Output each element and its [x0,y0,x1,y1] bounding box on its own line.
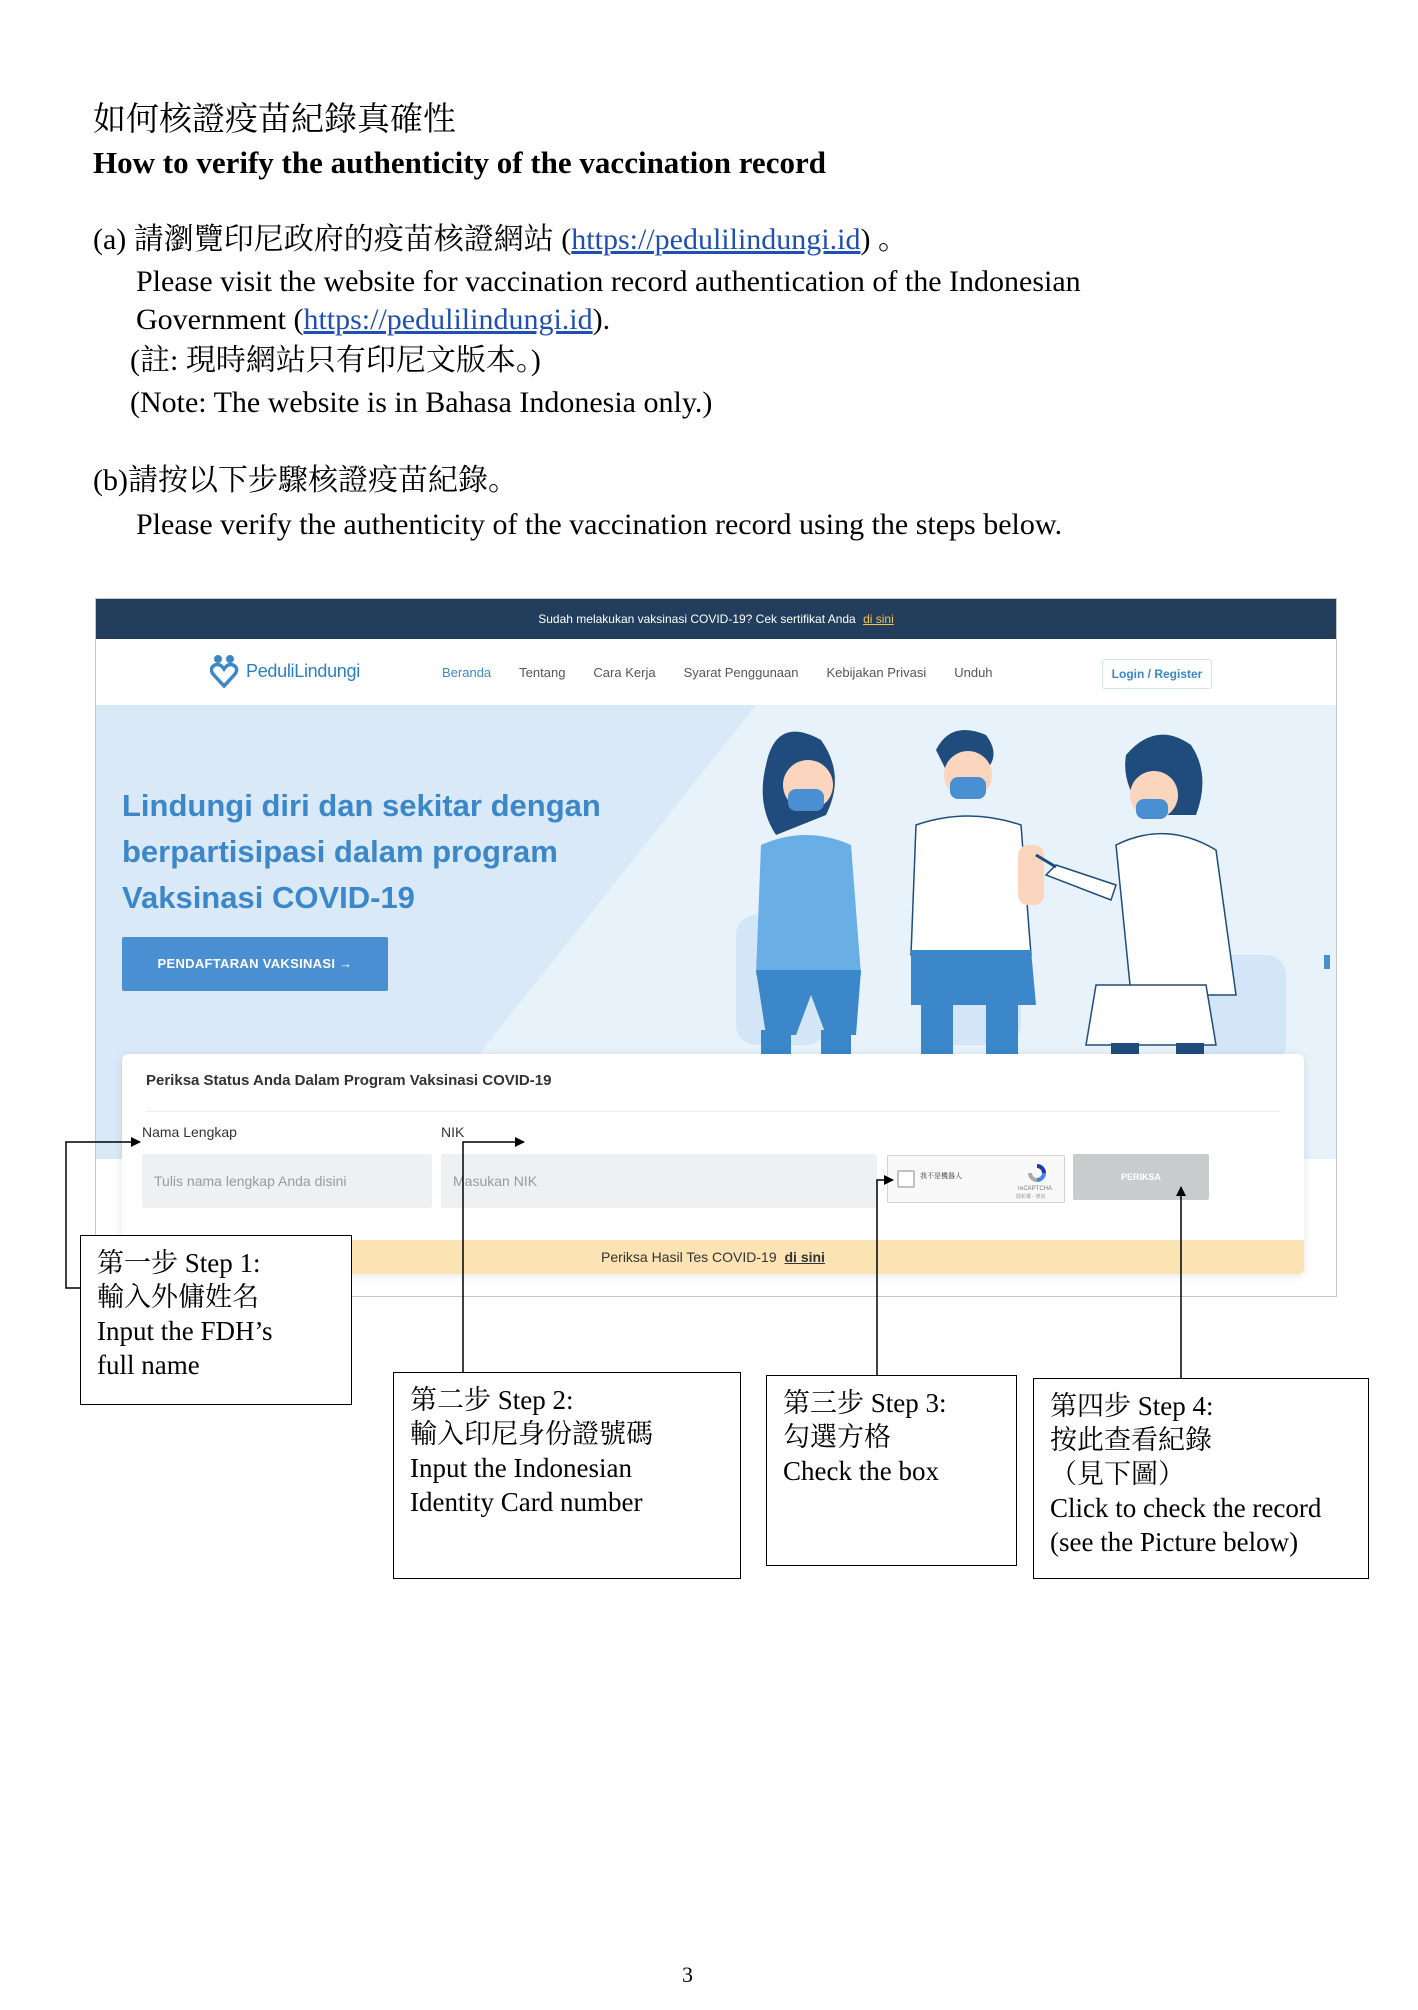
step-3-heading: 第三步 Step 3: [783,1388,947,1418]
logo-text: PeduliLindungi [246,660,360,681]
step-2-chinese: 輸入印尼身份證號碼 [410,1419,653,1449]
step-4-english-2: (see the Picture below) [1050,1527,1299,1557]
nav-item-unduh[interactable]: Unduh [954,664,993,680]
login-register-button[interactable]: Login / Register [1102,659,1212,689]
step-3-chinese: 勾選方格 [783,1422,891,1452]
step-b-prefix: (b) [93,464,128,497]
step-4-callout [1033,1378,1369,1579]
check-status-title: Periksa Status Anda Dalam Program Vaksinasi COVID-19 [146,1072,552,1089]
title-english: How to verify the authenticity of the vaccination record [93,145,826,180]
step-1-callout [80,1235,352,1405]
step-a-prefix: (a) [93,223,127,256]
note-english: (Note: The website is in Bahasa Indonesia only.) [130,386,713,419]
step-a-chinese-text: 請瀏覽印尼政府的疫苗核證網站 [133,223,554,256]
step-b-english: Please verify the authenticity of the vaccination record using the steps below. [136,508,1063,541]
announcement-text: Sudah melakukan vaksinasi COVID-19? Cek sertifikat Anda [538,612,856,626]
nik-field-label: NIK [441,1124,465,1140]
step-4-chinese-note: （見下圖） [1050,1459,1185,1489]
step-1-english-2: full name [97,1350,200,1380]
step-2-callout [393,1372,741,1579]
step-a-english-1: Please visit the website for vaccination record authentication of the Indonesian [136,265,1081,298]
nav-item-cara-kerja[interactable]: Cara Kerja [593,664,656,680]
step-b-chinese-text: 請按以下步驟核證疫苗紀錄。 [127,464,518,497]
step-3-callout [766,1375,1017,1566]
hero-title: Lindungi diri dan sekitar dengan berpartisipasi dalam program Vaksinasi COVID-19 [122,788,601,915]
page-number: 3 [682,1962,693,1987]
step-2-english-2: Identity Card number [410,1487,643,1517]
step-2-heading: 第二步 Step 2: [410,1385,574,1415]
recaptcha-brand: reCAPTCHA [1018,1186,1053,1192]
nav-item-kebijakan-privasi[interactable]: Kebijakan Privasi [826,664,927,680]
step-a-english-2-post: ). [592,303,611,336]
note-chinese: (註: 現時網站只有印尼文版本。) [130,344,541,377]
announcement-link[interactable]: di sini [863,612,894,626]
step-1-chinese: 輸入外傭姓名 [97,1282,259,1312]
name-field-label: Nama Lengkap [142,1124,237,1140]
covid-test-link[interactable]: di sini [784,1249,825,1265]
step-3-english: Check the box [783,1456,939,1486]
step-4-chinese: 按此查看紀錄 [1050,1425,1212,1455]
recaptcha-label: 我不是機器人 [920,1173,962,1180]
website-link[interactable]: https://pedulilindungi.id [571,223,861,256]
nav-item-syarat-penggunaan[interactable]: Syarat Penggunaan [683,664,799,680]
step-2-english-1: Input the Indonesian [410,1453,632,1483]
recaptcha-terms[interactable]: 隱私權 - 條款 [1016,1194,1046,1200]
website-link-2[interactable]: https://pedulilindungi.id [303,303,593,336]
step-1-heading: 第一步 Step 1: [97,1248,261,1278]
covid-test-text: Periksa Hasil Tes COVID-19 [601,1249,777,1265]
periksa-button[interactable]: PERIKSA [1073,1154,1209,1200]
nav-item-tentang[interactable]: Tentang [519,664,566,680]
step-4-english-1: Click to check the record [1050,1493,1322,1523]
step-a-english-2-pre: Government ( [136,303,304,336]
step-4-heading: 第四步 Step 4: [1050,1391,1214,1421]
register-vaccination-button[interactable]: PENDAFTARAN VAKSINASI → [122,937,388,991]
title-chinese: 如何核證疫苗紀錄真確性 [93,102,456,138]
step-a-period: 。 [877,223,908,256]
step-a-chinese: (a) 請瀏覽印尼政府的疫苗核證網站 (https://pedulilindungi.id) 。 [93,223,908,256]
nav-item-beranda[interactable]: Beranda [442,664,492,680]
step-1-english-1: Input the FDH’s [97,1316,273,1346]
